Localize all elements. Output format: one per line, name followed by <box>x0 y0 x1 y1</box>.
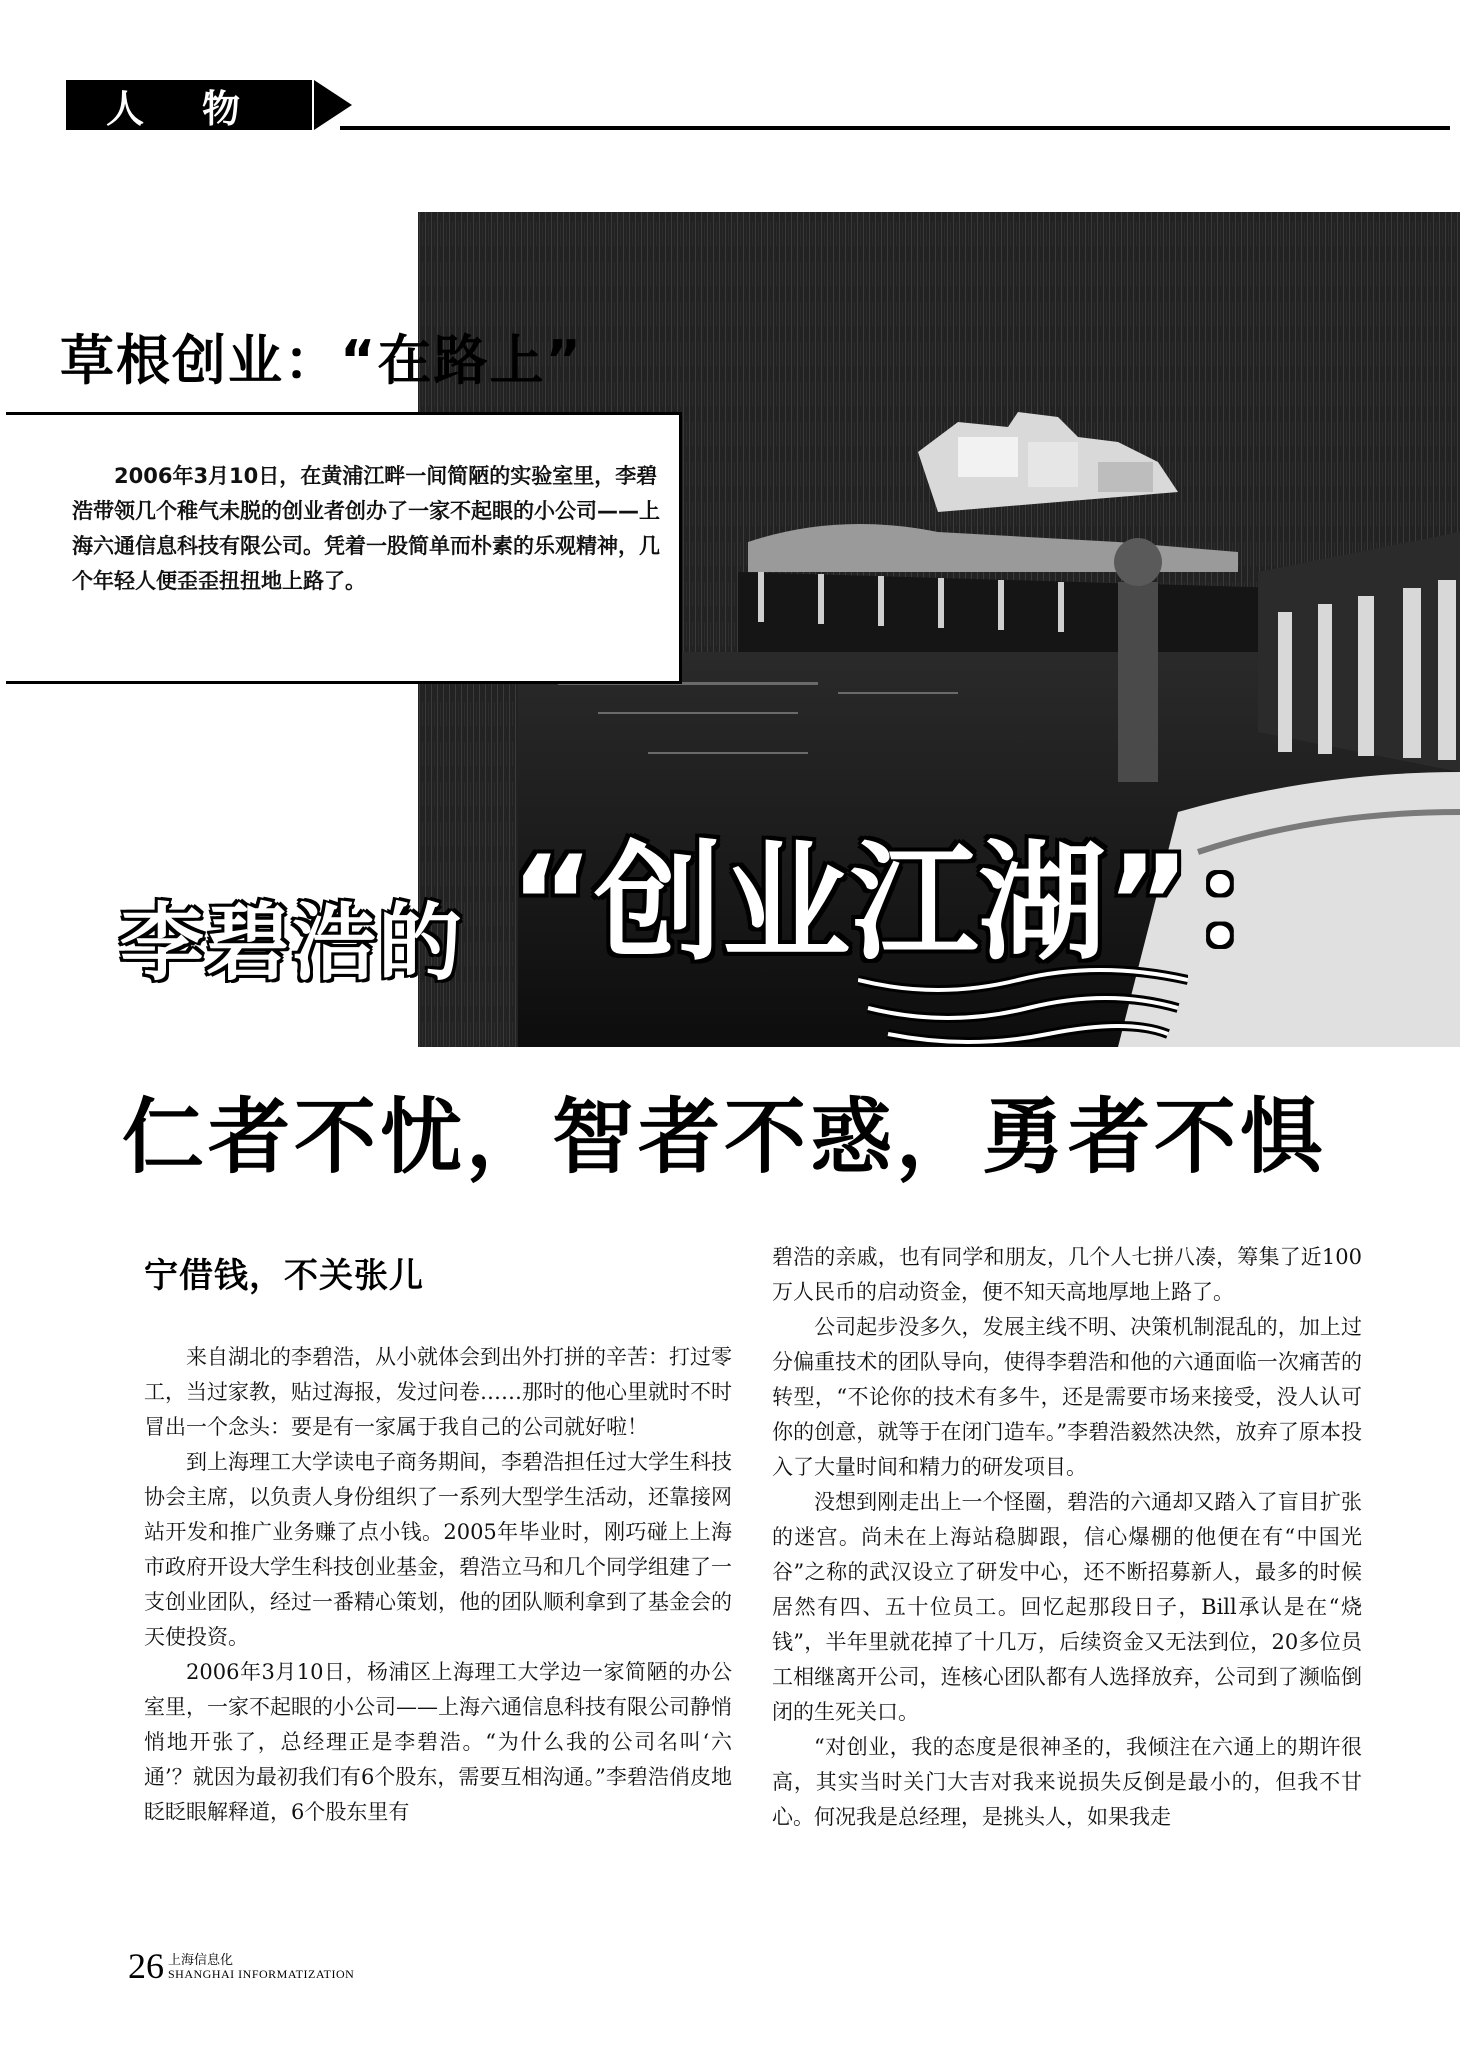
paragraph: “对创业，我的态度是很神圣的，我倾注在六通上的期许很高，其实当时关门大吉对我来说损失反倒是最小的，但我不甘心。何况我是总经理，是挑头人，如果我走 <box>772 1735 1362 1829</box>
article-subhead: 宁借钱，不关张儿 <box>144 1256 424 1296</box>
right-column <box>772 1240 1362 1835</box>
section-arrow-icon <box>314 80 352 130</box>
main-subtitle: 仁者不忧，智者不惑，勇者不惧 <box>122 1090 1327 1185</box>
paragraph-continuation: 碧浩的亲戚，也有同学和朋友，几个人七拼八凑，筹集了近100万人民币的启动资金，便不知天高地厚地上路了。 <box>772 1245 1362 1304</box>
magazine-name-en: SHANGHAI INFORMATIZATION <box>168 1967 355 1981</box>
summary-text: 2006年3月10日，在黄浦江畔一间简陋的实验室里，李碧浩带领几个稚气未脱的创业者创办了一家不起眼的小公司——上海六通信息科技有限公司。凭着一股简单而朴素的乐观精神，几个年轻人便歪歪扭扭地上路了。 <box>72 464 660 593</box>
left-column <box>144 1340 732 1830</box>
main-title-emphasis: “创业江湖”： <box>510 829 1319 978</box>
feature-kicker: 草根创业：“在路上” <box>60 329 583 392</box>
page-folio <box>128 1948 354 1984</box>
header-rule <box>340 126 1450 130</box>
main-title-prefix: 李碧浩的 <box>120 894 465 992</box>
wave-ornament <box>858 960 1188 1050</box>
paragraph: 2006年3月10日，杨浦区上海理工大学边一家简陋的办公室里，一家不起眼的小公司——上海六通信息科技有限公司静悄悄地开张了，总经理正是李碧浩。“为什么我的公司名叫‘六通’？就因为最初我们有6个股东，需要互相沟通。”李碧浩俏皮地眨眨眼解释道，6个股东里有 <box>144 1660 732 1824</box>
magazine-name <box>168 1952 354 1984</box>
section-label: 人物 <box>66 80 312 130</box>
paragraph: 来自湖北的李碧浩，从小就体会到出外打拼的辛苦：打过零工，当过家教，贴过海报，发过问卷……那时的他心里就时不时冒出一个念头：要是有一家属于我自己的公司就好啦！ <box>144 1345 732 1439</box>
summary-box <box>6 412 682 684</box>
paragraph: 公司起步没多久，发展主线不明、决策机制混乱的，加上过分偏重技术的团队导向，使得李碧浩和他的六通面临一次痛苦的转型，“不论你的技术有多牛，还是需要市场来接受，没人认可你的创意，就等于在闭门造车。”李碧浩毅然决然，放弃了原本投入了大量时间和精力的研发项目。 <box>772 1315 1362 1479</box>
page-number: 26 <box>128 1946 164 1986</box>
magazine-name-cn: 上海信息化 <box>168 1952 234 1967</box>
paragraph: 到上海理工大学读电子商务期间，李碧浩担任过大学生科技协会主席，以负责人身份组织了一系列大型学生活动，还靠接网站开发和推广业务赚了点小钱。2005年毕业时，刚巧碰上上海市政府开设大学生科技创业基金，碧浩立马和几个同学组建了一支创业团队，经过一番精心策划，他的团队顺利拿到了基金会的天使投资。 <box>144 1450 732 1649</box>
paragraph: 没想到刚走出上一个怪圈，碧浩的六通却又踏入了盲目扩张的迷宫。尚未在上海站稳脚跟，信心爆棚的他便在有“中国光谷”之称的武汉设立了研发中心，还不断招募新人，最多的时候居然有四、五十位员工。回忆起那段日子，Bill承认是在“烧钱”，半年里就花掉了十几万，后续资金又无法到位，20多位员工相继离开公司，连核心团队都有人选择放弃，公司到了濒临倒闭的生死关口。 <box>772 1490 1362 1724</box>
